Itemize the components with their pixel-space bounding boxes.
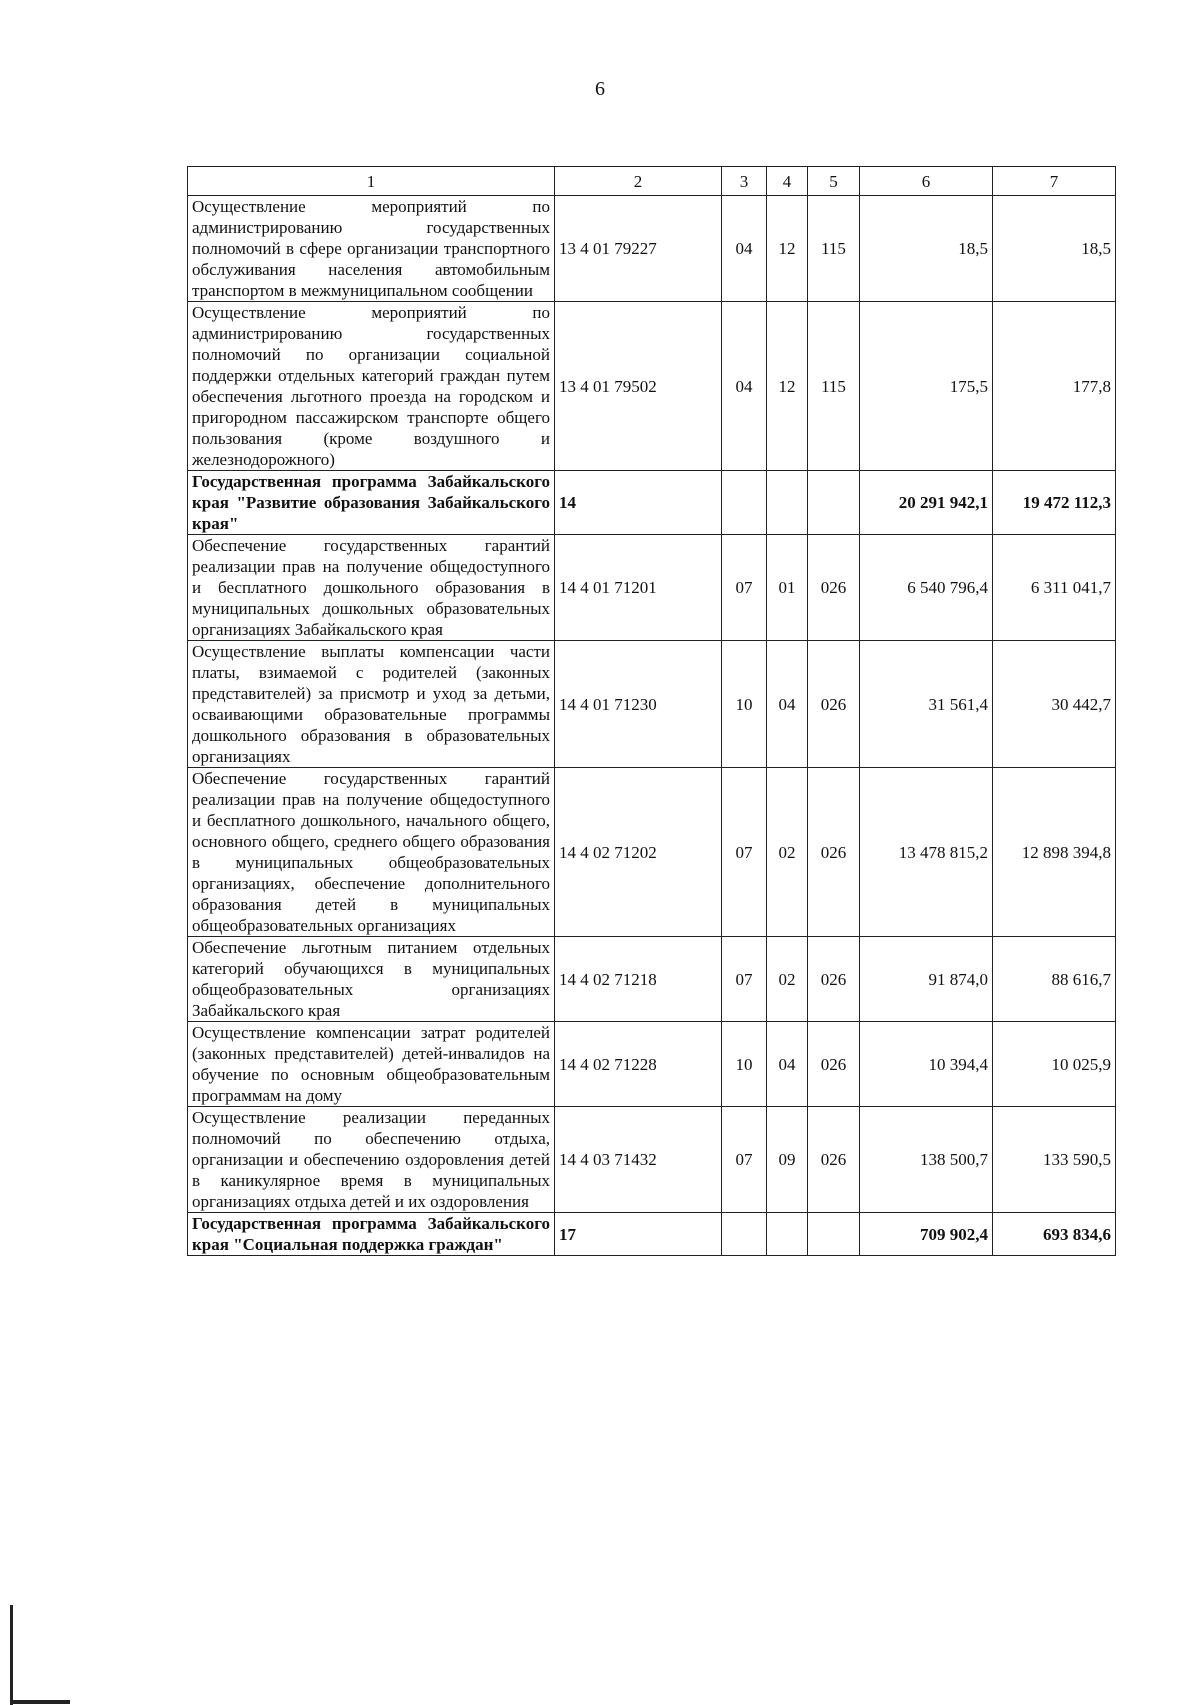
table-row xyxy=(188,1107,1116,1213)
row-col4: 04 xyxy=(767,1022,808,1107)
row-col5: 026 xyxy=(808,535,860,641)
row-value-6: 20 291 942,1 xyxy=(860,471,993,535)
col-header-3: 3 xyxy=(722,167,767,196)
table-row-program xyxy=(188,1213,1116,1256)
row-col5: 026 xyxy=(808,641,860,768)
row-col4: 09 xyxy=(767,1107,808,1213)
row-col4: 02 xyxy=(767,937,808,1022)
row-col5: 026 xyxy=(808,937,860,1022)
table-row xyxy=(188,937,1116,1022)
row-col4: 12 xyxy=(767,302,808,471)
row-value-6: 18,5 xyxy=(860,196,993,302)
row-value-6: 6 540 796,4 xyxy=(860,535,993,641)
row-col5: 026 xyxy=(808,768,860,937)
row-code: 14 4 02 71202 xyxy=(555,768,722,937)
table-row-program xyxy=(188,471,1116,535)
row-col5: 026 xyxy=(808,1107,860,1213)
row-name: Государственная программа Забайкальского края "Социальная поддержка граждан" xyxy=(188,1213,555,1256)
budget-table xyxy=(187,166,1116,1256)
col-header-6: 6 xyxy=(860,167,993,196)
row-code: 14 4 02 71228 xyxy=(555,1022,722,1107)
row-col3: 07 xyxy=(722,768,767,937)
table-row xyxy=(188,1022,1116,1107)
row-name: Обеспечение государственных гарантий реализации прав на получение общедоступного и бесплатного дошкольного, начального общего, основного общего, среднего общего образования в муниципальных общеобразовательных организациях, обеспечение дополнительного образования детей в муниципальных общеобразовательных организациях xyxy=(188,768,555,937)
table-row xyxy=(188,535,1116,641)
row-col3: 10 xyxy=(722,641,767,768)
row-code: 14 xyxy=(555,471,722,535)
row-value-7: 30 442,7 xyxy=(993,641,1116,768)
row-name: Осуществление мероприятий по администрированию государственных полномочий в сфере организации транспортного обслуживания населения автомобильным транспортом в межмуниципальном сообщении xyxy=(188,196,555,302)
row-code: 17 xyxy=(555,1213,722,1256)
row-col3: 04 xyxy=(722,196,767,302)
row-col3: 07 xyxy=(722,937,767,1022)
col-header-5: 5 xyxy=(808,167,860,196)
row-col3: 07 xyxy=(722,1107,767,1213)
row-name: Государственная программа Забайкальского края "Развитие образования Забайкальского края" xyxy=(188,471,555,535)
col-header-4: 4 xyxy=(767,167,808,196)
row-value-7: 88 616,7 xyxy=(993,937,1116,1022)
col-header-7: 7 xyxy=(993,167,1116,196)
row-code: 14 4 02 71218 xyxy=(555,937,722,1022)
row-name: Обеспечение государственных гарантий реализации прав на получение общедоступного и бесплатного дошкольного образования в муниципальных дошкольных образовательных организациях Забайкальского края xyxy=(188,535,555,641)
table-row xyxy=(188,768,1116,937)
row-name: Осуществление мероприятий по администрированию государственных полномочий по организации социальной поддержки отдельных категорий граждан путем обеспечения льготного проезда на городском и пригородном пассажирском транспорте общего пользования (кроме воздушного и железнодорожного) xyxy=(188,302,555,471)
row-col4: 04 xyxy=(767,641,808,768)
row-value-6: 138 500,7 xyxy=(860,1107,993,1213)
row-value-7: 12 898 394,8 xyxy=(993,768,1116,937)
table-row xyxy=(188,302,1116,471)
scan-edge-mark xyxy=(10,1605,13,1705)
row-value-6: 91 874,0 xyxy=(860,937,993,1022)
row-name: Обеспечение льготным питанием отдельных категорий обучающихся в муниципальных общеобразовательных организациях Забайкальского края xyxy=(188,937,555,1022)
page-number: 6 xyxy=(595,78,605,100)
row-col5 xyxy=(808,1213,860,1256)
row-value-6: 31 561,4 xyxy=(860,641,993,768)
col-header-2: 2 xyxy=(555,167,722,196)
row-col3 xyxy=(722,471,767,535)
table-header-row xyxy=(188,167,1116,196)
row-col5 xyxy=(808,471,860,535)
row-value-7: 10 025,9 xyxy=(993,1022,1116,1107)
row-value-7: 18,5 xyxy=(993,196,1116,302)
row-col4: 02 xyxy=(767,768,808,937)
table-row xyxy=(188,196,1116,302)
row-value-6: 10 394,4 xyxy=(860,1022,993,1107)
row-code: 14 4 01 71201 xyxy=(555,535,722,641)
row-col3: 04 xyxy=(722,302,767,471)
row-value-6: 175,5 xyxy=(860,302,993,471)
row-value-7: 133 590,5 xyxy=(993,1107,1116,1213)
row-col5: 115 xyxy=(808,196,860,302)
row-value-7: 177,8 xyxy=(993,302,1116,471)
row-code: 14 4 01 71230 xyxy=(555,641,722,768)
row-col3: 07 xyxy=(722,535,767,641)
row-code: 13 4 01 79227 xyxy=(555,196,722,302)
row-value-7: 693 834,6 xyxy=(993,1213,1116,1256)
scan-edge-mark-bottom xyxy=(10,1700,70,1704)
row-col3 xyxy=(722,1213,767,1256)
table-row xyxy=(188,641,1116,768)
row-col4: 12 xyxy=(767,196,808,302)
row-value-6: 13 478 815,2 xyxy=(860,768,993,937)
row-value-7: 19 472 112,3 xyxy=(993,471,1116,535)
row-value-6: 709 902,4 xyxy=(860,1213,993,1256)
row-value-7: 6 311 041,7 xyxy=(993,535,1116,641)
row-col4 xyxy=(767,471,808,535)
row-code: 13 4 01 79502 xyxy=(555,302,722,471)
row-code: 14 4 03 71432 xyxy=(555,1107,722,1213)
row-col5: 115 xyxy=(808,302,860,471)
row-name: Осуществление компенсации затрат родителей (законных представителей) детей-инвалидов на обучение по основным общеобразовательным программам на дому xyxy=(188,1022,555,1107)
row-col4: 01 xyxy=(767,535,808,641)
row-name: Осуществление реализации переданных полномочий по обеспечению отдыха, организации и обеспечению оздоровления детей в каникулярное время в муниципальных организациях отдыха детей и их оздоровления xyxy=(188,1107,555,1213)
row-col4 xyxy=(767,1213,808,1256)
row-name: Осуществление выплаты компенсации части платы, взимаемой с родителей (законных представителей) за присмотр и уход за детьми, осваивающими образовательные программы дошкольного образования в образовательных организациях xyxy=(188,641,555,768)
col-header-1: 1 xyxy=(188,167,555,196)
row-col5: 026 xyxy=(808,1022,860,1107)
row-col3: 10 xyxy=(722,1022,767,1107)
